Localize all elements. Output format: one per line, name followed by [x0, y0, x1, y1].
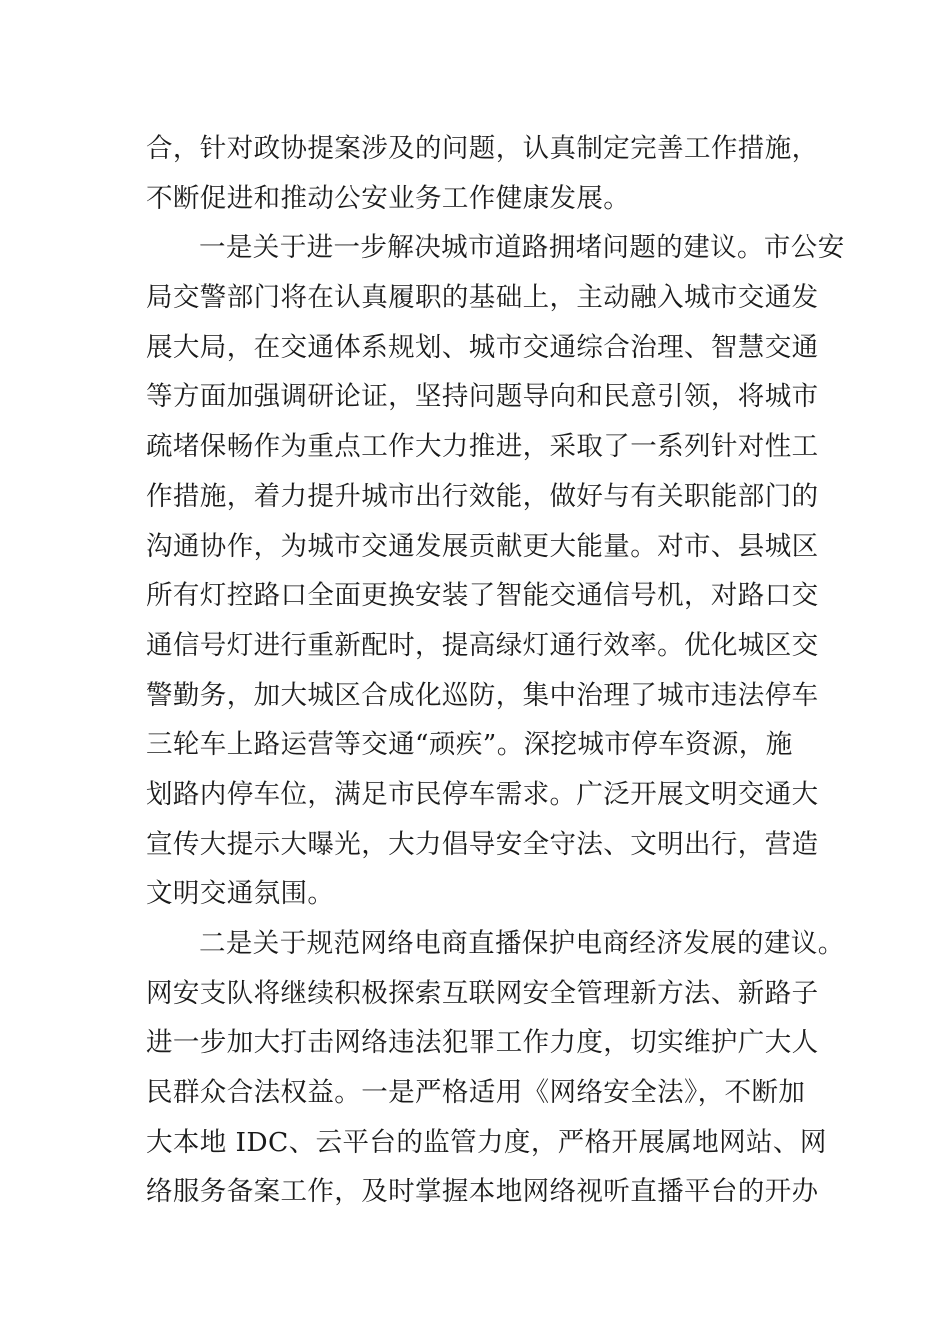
text-line: 沟通协作，为城市交通发展贡献更大能量。对市、县城区 — [146, 530, 819, 562]
text-line: 络服务备案工作，及时掌握本地网络视听直播平台的开办 — [146, 1176, 819, 1208]
text-line: 网安支队将继续积极探索互联网安全管理新方法、新路子 — [146, 977, 819, 1009]
paragraph-start-line: 一是关于进一步解决城市道路拥堵问题的建议。市公安 — [199, 232, 845, 264]
text-line: 宣传大提示大曝光，大力倡导安全守法、文明出行，营造 — [146, 828, 819, 860]
text-line: 局交警部门将在认真履职的基础上，主动融入城市交通发 — [146, 282, 819, 314]
text-line: 不断促进和推动公安业务工作健康发展。 — [146, 182, 631, 214]
text-line: 所有灯控路口全面更换安装了智能交通信号机，对路口交 — [146, 580, 819, 612]
document-body — [146, 124, 845, 1217]
text-line: 进一步加大打击网络违法犯罪工作力度，切实维护广大人 — [146, 1027, 819, 1059]
text-line: 疏堵保畅作为重点工作大力推进，采取了一系列针对性工 — [146, 431, 819, 463]
text-line: 展大局，在交通体系规划、城市交通综合治理、智慧交通 — [146, 331, 819, 363]
text-line: 合，针对政协提案涉及的问题，认真制定完善工作措施， — [146, 133, 819, 164]
text-line: 民群众合法权益。一是严格适用《网络安全法》，不断加 — [146, 1077, 806, 1109]
text-line: 警勤务，加大城区合成化巡防，集中治理了城市违法停车 — [146, 679, 819, 711]
text-line: 大本地 IDC、云平台的监管力度，严格开展属地网站、网 — [146, 1126, 827, 1158]
text-line: 通信号灯进行重新配时，提高绿灯通行效率。优化城区交 — [146, 629, 819, 661]
text-line: 文明交通氛围。 — [146, 878, 335, 910]
paragraph-start-line: 二是关于规范网络电商直播保护电商经济发展的建议。 — [199, 928, 845, 959]
text-line: 三轮车上路运营等交通“顽疾”。深挖城市停车资源，施 — [146, 729, 793, 761]
text-line: 划路内停车位，满足市民停车需求。广泛开展文明交通大 — [146, 778, 819, 810]
text-line: 作措施，着力提升城市出行效能，做好与有关职能部门的 — [146, 480, 819, 512]
text-line: 等方面加强调研论证，坚持问题导向和民意引领，将城市 — [146, 381, 819, 413]
